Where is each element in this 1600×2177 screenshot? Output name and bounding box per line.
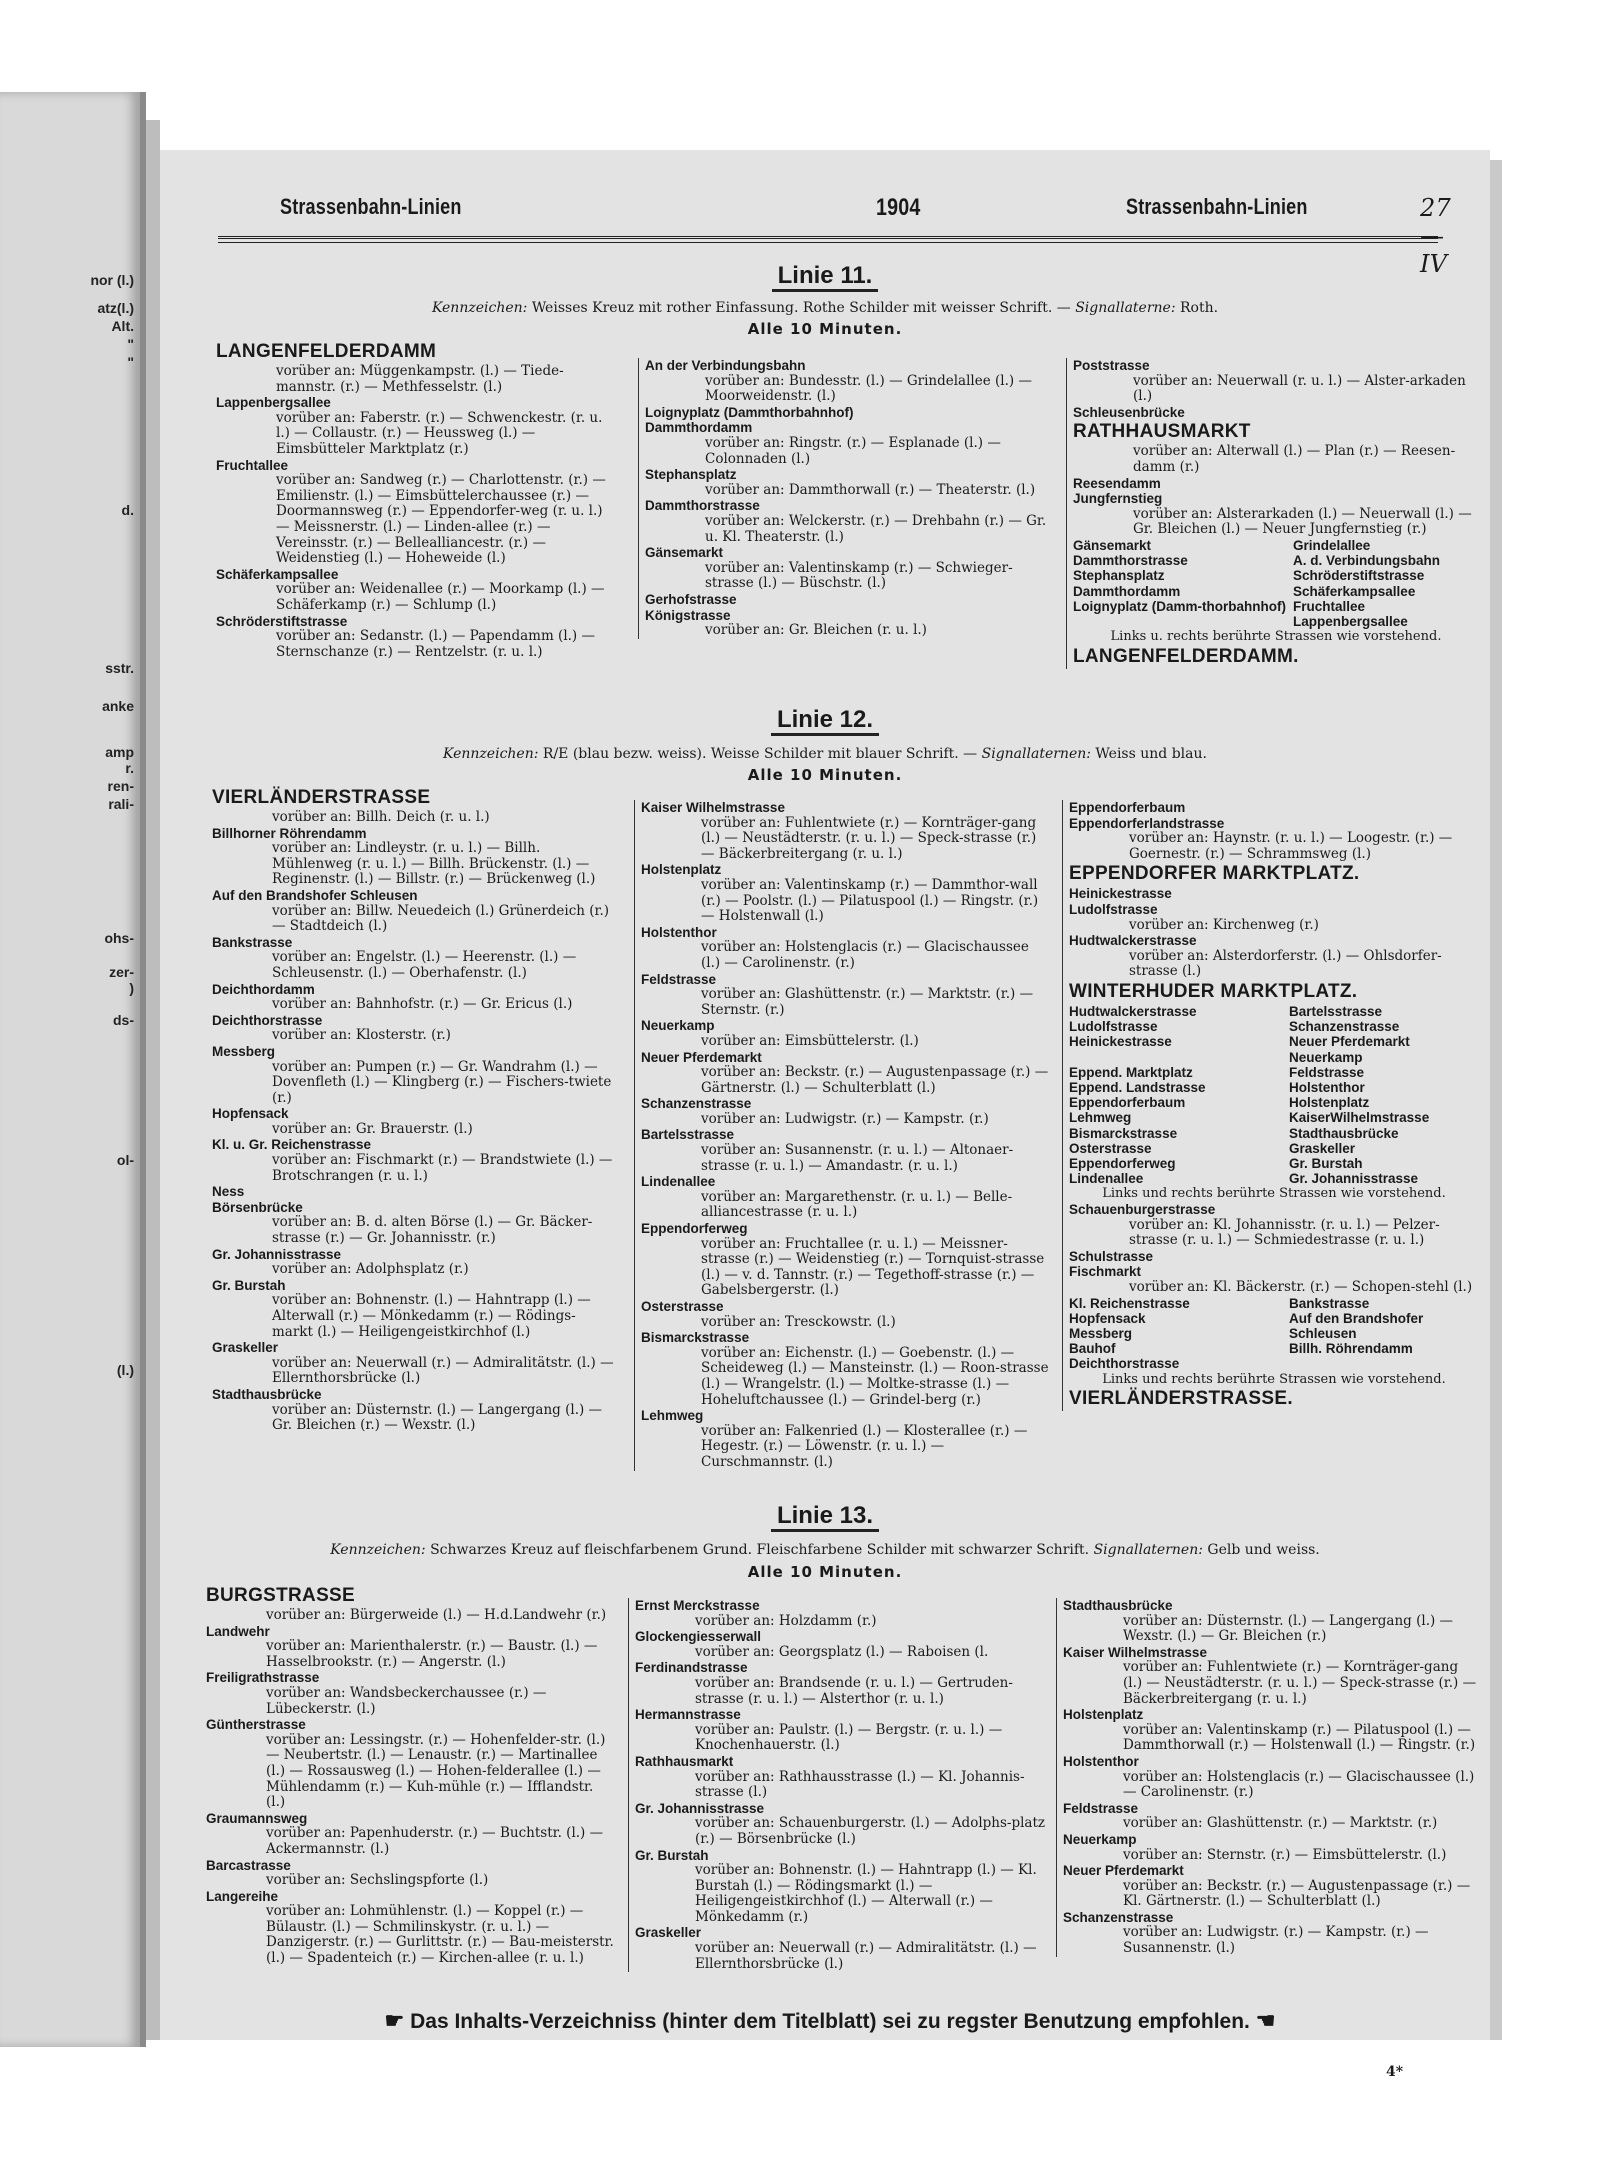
facing-page-text-fragment: amp xyxy=(105,744,134,760)
stop-name: Dammthordamm xyxy=(645,420,753,436)
return-stop-name: Lehmweg xyxy=(1069,1110,1132,1126)
via-streets: vorüber an: Sandweg (r.) — Charlottenstr. (r.) — Emilienstr. (l.) — Eimsbüttelerchaussee (r.) — Doormannsweg (r.) — Eppendorfer-weg (r. u. l.) — Meissnerstr. (l.) — Linden-allee (r.) — Vereinsstr. (r.) — Bellealliancestr. (r.) — Weidenstieg (l.) — Hoheweide (l.) xyxy=(276,472,606,567)
stop-name: Neuerkamp xyxy=(1063,1831,1137,1847)
stop-name: Dammthorstrasse xyxy=(645,498,760,514)
stop-name: Holstenthor xyxy=(641,924,717,940)
stop-name: Lappenbergsallee xyxy=(216,395,331,411)
stop-name: Ness xyxy=(212,1184,245,1200)
via-streets: vorüber an: Alsterarkaden (l.) — Neuerwall (l.) — Gr. Bleichen (l.) — Neuer Jungfernstieg (r.) xyxy=(1133,505,1472,538)
header-left-title: Strassenbahn-Linien xyxy=(280,194,462,219)
facing-page-text-fragment: ohs- xyxy=(104,930,134,946)
return-stop-name: Neuerkamp xyxy=(1289,1049,1363,1065)
stop-name: LANGENFELDERDAMM xyxy=(216,341,437,362)
return-stop-name: Gänsemarkt xyxy=(1073,537,1152,553)
via-streets: vorüber an: Sechslingspforte (l.) xyxy=(266,1872,489,1889)
stop-name: Schäferkampsallee xyxy=(216,566,339,582)
via-streets: vorüber an: Ludwigstr. (r.) — Kampstr. (r.) xyxy=(701,1110,989,1127)
via-streets: vorüber an: Klosterstr. (r.) xyxy=(272,1027,451,1044)
via-streets: vorüber an: Paulstr. (l.) — Bergstr. (r. u. l.) — Knochenhauerstr. (l.) xyxy=(695,1721,1003,1754)
stop-name: Langereihe xyxy=(206,1888,279,1904)
via-streets: vorüber an: Valentinskamp (r.) — Pilatuspool (l.) — Dammthorwall (r.) — Holstenwall (l.) — Ringstr. (r.) xyxy=(1123,1721,1476,1754)
facing-page-text-fragment: " xyxy=(127,336,134,352)
book-gutter xyxy=(146,120,160,2040)
linie-12-column-3-stops-b xyxy=(1069,1202,1479,1296)
linie-11-column-3 xyxy=(1066,358,1479,669)
linie-12-interval: Alle 10 Minuten. xyxy=(747,766,903,784)
return-stop-name: Auf den Brandshofer xyxy=(1289,1310,1424,1326)
facing-page-text-fragment: Alt. xyxy=(111,318,134,334)
via-streets: vorüber an: Papenhuderstr. (r.) — Buchtstr. (l.) — Ackermannstr. (l.) xyxy=(266,1825,604,1857)
via-streets: vorüber an: Margarethenstr. (r. u. l.) — Belle-alliancestrasse (r. u. l.) xyxy=(701,1188,1013,1221)
via-streets: vorüber an: Alsterdorferstr. (l.) — Ohlsdorfer-strasse (l.) xyxy=(1129,947,1442,980)
stop-name: Holstenthor xyxy=(1063,1753,1139,1769)
facing-page-text-fragment: anke xyxy=(102,698,134,714)
facing-page-text-fragment: (l.) xyxy=(116,1362,134,1378)
return-stop-name: Lindenallee xyxy=(1069,1171,1144,1187)
via-streets: vorüber an: Kirchenweg (r.) xyxy=(1129,916,1319,933)
via-streets: vorüber an: Fuhlentwiete (r.) — Kornträger-gang (l.) — Neustädterstr. (r. u. l.) — Speck-strasse (r.) — Bäckerbreitergang (r. u. l.) xyxy=(701,814,1037,862)
stop-name: EPPENDORFER MARKTPLATZ. xyxy=(1069,863,1360,885)
return-stop-name xyxy=(1289,1356,1479,1371)
stop-name: Hermannstrasse xyxy=(635,1707,741,1723)
via-streets: vorüber an: Billh. Deich (r. u. l.) xyxy=(272,809,490,825)
via-streets: vorüber an: Neuerwall (r.) — Admiralitätstr. (l.) — Ellernthorsbrücke (l.) xyxy=(695,1940,1037,1972)
return-stop-name xyxy=(1069,1050,1289,1065)
via-streets: vorüber an: Lindleystr. (r. u. l.) — Billh. Mühlenweg (r. u. l.) — Billh. Brückenstr. (l.) — Reginenstr. (l.) — Billstr. (r.) — Brückenweg (l.) xyxy=(272,840,596,888)
via-streets: vorüber an: Ringstr. (r.) — Esplanade (l.) — Colonnaden (l.) xyxy=(705,434,1001,467)
via-streets: vorüber an: Susannenstr. (r. u. l.) — Altonaer-strasse (r. u. l.) — Amandastr. (r. u. l.) xyxy=(701,1142,1014,1174)
stop-name: Gr. Johannisstrasse xyxy=(212,1246,342,1262)
via-streets: vorüber an: Sedanstr. (l.) — Papendamm (l.) — Sternschanze (r.) — Rentzelstr. (r. u. l.) xyxy=(276,628,595,660)
linie-11-interval: Alle 10 Minuten. xyxy=(747,320,903,338)
return-stop-name: Fruchtallee xyxy=(1293,598,1366,614)
via-streets: vorüber an: Düsternstr. (l.) — Langergang (l.) — Gr. Bleichen (r.) — Wexstr. (l.) xyxy=(272,1401,603,1434)
return-stop-name: Holstenplatz xyxy=(1289,1095,1370,1111)
facing-page-text-fragment: " xyxy=(127,354,134,370)
facing-page-text-fragment: atz(l.) xyxy=(97,300,134,316)
via-streets: vorüber an: Bahnhofstr. (r.) — Gr. Ericus (l.) xyxy=(272,996,573,1013)
linie-13-interval: Alle 10 Minuten. xyxy=(747,1563,903,1581)
stop-name: Gr. Burstah xyxy=(212,1277,286,1293)
via-streets: vorüber an: Adolphsplatz (r.) xyxy=(272,1261,469,1278)
stop-name: Güntherstrasse xyxy=(206,1717,306,1733)
return-stop-name: Gr. Burstah xyxy=(1289,1155,1363,1171)
stop-name: Holstenplatz xyxy=(1063,1707,1144,1723)
scan-margin-top xyxy=(0,0,1600,92)
return-stop-name: A. d. Verbindungsbahn xyxy=(1293,553,1441,569)
return-stop-name: Holstenthor xyxy=(1289,1079,1365,1095)
return-stop-name: Billh. Röhrendamm xyxy=(1289,1341,1413,1357)
facing-page-text-fragment: zer- xyxy=(109,964,134,980)
via-streets: vorüber an: Kl. Johannisstr. (r. u. l.) — Pelzer-strasse (r. u. l.) — Schmiedestrasse (r. u. l.) xyxy=(1129,1216,1440,1249)
stop-name: Kaiser Wilhelmstrasse xyxy=(1063,1644,1207,1660)
linie-12-column-1 xyxy=(212,786,616,1434)
via-streets: vorüber an: Bohnenstr. (l.) — Hahntrapp (l.) — Kl. Burstah (l.) — Rödingsmarkt (l.) — Heiligengeistkirchhof (l.) — Alterwall (r.) — Mönkedamm (r.) xyxy=(695,1862,1037,1925)
via-streets: vorüber an: Falkenried (l.) — Klosterallee (r.) — Hegestr. (r.) — Löwenstr. (r. u. l.) — Curschmannstr. (l.) xyxy=(701,1422,1028,1470)
stop-name: Heinickestrasse xyxy=(1069,886,1172,902)
stop-name: Barcastrasse xyxy=(206,1857,291,1873)
stop-name: Reesendamm xyxy=(1073,475,1161,491)
return-stop-name: Messberg xyxy=(1069,1325,1133,1341)
stop-name: Freiligrathstrasse xyxy=(206,1670,320,1686)
return-stop-name: Graskeller xyxy=(1289,1140,1356,1156)
return-stop-name xyxy=(1073,614,1293,629)
return-stop-name: Neuer Pferdemarkt xyxy=(1289,1034,1410,1050)
via-streets: vorüber an: Düsternstr. (l.) — Langergang (l.) — Wexstr. (l.) — Gr. Bleichen (r.) xyxy=(1123,1612,1454,1645)
stop-name: BURGSTRASSE xyxy=(206,1585,355,1606)
linie-13-column-3 xyxy=(1056,1598,1479,1957)
via-streets: vorüber an: Schauenburgerstr. (l.) — Adolphs-platz (r.) — Börsenbrücke (l.) xyxy=(695,1815,1046,1847)
facing-page-text-fragment: ren- xyxy=(107,778,134,794)
via-streets: vorüber an: Gr. Bleichen (r. u. l.) xyxy=(705,622,927,639)
stop-name: Schröderstiftstrasse xyxy=(216,613,348,629)
stop-name: Kl. u. Gr. Reichenstrasse xyxy=(212,1137,372,1153)
via-streets: vorüber an: Beckstr. (r.) — Augustenpassage (r.) — Gärtnerstr. (l.) — Schulterblatt (l.) xyxy=(701,1064,1049,1096)
stop-name: Deichthorstrasse xyxy=(212,1012,323,1028)
via-streets: vorüber an: Georgsplatz (l.) — Raboisen (l. xyxy=(695,1643,989,1660)
linie-13-column-2 xyxy=(628,1598,1053,1972)
linie-12-return-note-1: Links und rechts berührte Strassen wie vorstehend. xyxy=(1102,1186,1446,1202)
via-streets: vorüber an: Pumpen (r.) — Gr. Wandrahm (l.) — Dovenfleth (l.) — Klingberg (r.) — Fischers-twiete (r.) xyxy=(272,1058,612,1106)
via-streets: vorüber an: Haynstr. (r. u. l.) — Loogestr. (r.) — Goernestr. (r.) — Schrammsweg (l.) xyxy=(1129,830,1453,862)
stop-name: Gr. Johannisstrasse xyxy=(635,1800,765,1816)
return-stop-name: Stephansplatz xyxy=(1073,568,1165,584)
facing-page-text-fragment: ds- xyxy=(113,1012,134,1028)
facing-page-text-fragment: d. xyxy=(121,502,134,518)
via-streets: vorüber an: Wandsbeckerchaussee (r.) — Lübeckerstr. (l.) xyxy=(266,1684,547,1717)
stop-name: Fruchtallee xyxy=(216,457,289,473)
stop-name: Auf den Brandshofer Schleusen xyxy=(212,887,418,903)
stop-name: Schauenburgerstrasse xyxy=(1069,1201,1216,1217)
stop-name: Ferdinandstrasse xyxy=(635,1660,748,1676)
document-page xyxy=(160,150,1490,2080)
return-stop-name: Schleusen xyxy=(1289,1325,1357,1341)
linie-12-return-stops-2 xyxy=(1069,1296,1479,1372)
linie-13-title: Linie 13. xyxy=(160,1502,1490,1530)
stop-name: Messberg xyxy=(212,1043,276,1059)
stop-name: Landwehr xyxy=(206,1623,270,1639)
pointing-hand-right-icon: ☛ xyxy=(384,2008,405,2033)
stop-name: Rathhausmarkt xyxy=(635,1753,734,1769)
return-stop-name: Kl. Reichenstrasse xyxy=(1069,1295,1190,1311)
stop-name: Hopfensack xyxy=(212,1106,289,1122)
stop-name: Ernst Merckstrasse xyxy=(635,1598,760,1613)
return-stop-name: Stadthausbrücke xyxy=(1289,1125,1399,1141)
via-streets: vorüber an: Ludwigstr. (r.) — Kampstr. (r.) — Susannenstr. (l.) xyxy=(1123,1924,1429,1957)
stop-name: Eppendorferlandstrasse xyxy=(1069,815,1225,831)
stop-name: Stadthausbrücke xyxy=(212,1386,322,1402)
return-stop-name: Deichthorstrasse xyxy=(1069,1356,1180,1372)
return-stop-name: Bankstrasse xyxy=(1289,1295,1370,1311)
return-stop-name: Eppend. Marktplatz xyxy=(1069,1064,1193,1080)
via-streets: vorüber an: Holstenglacis (r.) — Glacischaussee (l.) — Carolinenstr. (r.) xyxy=(1123,1768,1475,1801)
header-right-title: Strassenbahn-Linien xyxy=(1126,194,1308,219)
via-streets: vorüber an: Valentinskamp (r.) — Dammthor-wall (r.) — Poolstr. (l.) — Pilatuspool (l.) — Ringstr. (r.) — Holstenwall (l.) xyxy=(701,876,1039,925)
via-streets: vorüber an: Eimsbüttelerstr. (l.) xyxy=(701,1032,919,1049)
stop-name: Schanzenstrasse xyxy=(1063,1909,1174,1925)
return-stop-name: Grindelallee xyxy=(1293,537,1371,553)
return-stop-name: Bauhof xyxy=(1069,1341,1116,1357)
linie-11-title: Linie 11. xyxy=(160,262,1490,290)
via-streets: vorüber an: Bundesstr. (l.) — Grindelallee (l.) — Moorweidenstr. (l.) xyxy=(705,372,1032,405)
return-stop-name: Loignyplatz (Damm-thorbahnhof) xyxy=(1073,598,1286,614)
stop-name: Schleusenbrücke xyxy=(1073,404,1185,420)
return-stop-name: Schanzenstrasse xyxy=(1289,1019,1400,1035)
stop-name: Schulstrasse xyxy=(1069,1248,1154,1264)
stop-name: Loignyplatz (Dammthorbahnhof) xyxy=(645,404,854,420)
return-stop-name: Eppendorferweg xyxy=(1069,1155,1176,1171)
return-stop-name: Hudtwalckerstrasse xyxy=(1069,1003,1197,1019)
stop-name: Lindenallee xyxy=(641,1174,716,1190)
stop-name: Glockengiesserwall xyxy=(635,1629,762,1645)
linie-12-title: Linie 12. xyxy=(160,706,1490,734)
via-streets: vorüber an: Neuerwall (r.) — Admiralitätstr. (l.) — Ellernthorsbrücke (l.) xyxy=(272,1354,614,1387)
page-right-edge xyxy=(1490,160,1502,2040)
facing-page-edge xyxy=(0,92,146,2047)
stop-name: Eppendorferweg xyxy=(641,1221,748,1237)
via-streets: vorüber an: Lohmühlenstr. (l.) — Koppel (r.) — Bülaustr. (l.) — Schmilinskystr. (r. u. l.) — Danzigerstr. (r.) — Gurlittstr. (r.) — Bau-meisterstr. (l.) — Spadenteich (r.) — Kirchen-allee (r. u. l.) xyxy=(266,1903,614,1967)
return-stop-name: Eppendorferbaum xyxy=(1069,1095,1186,1111)
stop-name: Bankstrasse xyxy=(212,934,293,950)
return-stop-name: Dammthordamm xyxy=(1073,583,1181,599)
via-streets: vorüber an: Tresckowstr. (l.) xyxy=(701,1313,896,1330)
via-streets: vorüber an: Sternstr. (r.) — Eimsbüttelerstr. (l.) xyxy=(1123,1846,1447,1863)
via-streets: vorüber an: Dammthorwall (r.) — Theaterstr. (l.) xyxy=(705,481,1036,498)
via-streets: vorüber an: Bohnenstr. (l.) — Hahntrapp (l.) — Alterwall (r.) — Mönkedamm (r.) — Rödings-markt (l.) — Heiligengeistkirchhof (l.) xyxy=(272,1292,591,1340)
facing-page-text-fragment: ol- xyxy=(116,1152,134,1168)
via-streets: vorüber an: B. d. alten Börse (l.) — Gr. Bäcker-strasse (r.) — Gr. Johannisstr. (r.) xyxy=(272,1214,593,1247)
return-stop-name: Hopfensack xyxy=(1069,1310,1146,1326)
via-streets: vorüber an: Beckstr. (r.) — Augustenpassage (r.) — Kl. Gärtnerstr. (l.) — Schulterblatt (l.) xyxy=(1123,1877,1471,1910)
stop-name: Bartelsstrasse xyxy=(641,1127,735,1143)
stop-name: Gr. Burstah xyxy=(635,1847,709,1863)
via-streets: vorüber an: Valentinskamp (r.) — Schwieger-strasse (l.) — Büschstr. (l.) xyxy=(705,559,1013,592)
return-stop-name: KaiserWilhelmstrasse xyxy=(1289,1110,1430,1126)
via-streets: vorüber an: Alterwall (l.) — Plan (r.) — Reesen-damm (r.) xyxy=(1133,443,1456,475)
linie-11-return-stops xyxy=(1073,538,1479,629)
return-stop-name: Eppend. Landstrasse xyxy=(1069,1079,1206,1095)
via-streets: vorüber an: Glashüttenstr. (r.) — Marktstr. (r.) xyxy=(1123,1815,1438,1832)
via-streets: vorüber an: Holzdamm (r.) xyxy=(695,1612,877,1629)
stop-name: An der Verbindungsbahn xyxy=(645,358,806,373)
stop-name: Billhorner Röhrendamm xyxy=(212,825,367,841)
via-streets: vorüber an: Faberstr. (r.) — Schwenckestr. (r. u. l.) — Collaustr. (r.) — Heussweg (l.) — Eimsbütteler Marktplatz (r.) xyxy=(276,409,603,457)
header-rule xyxy=(218,236,1438,243)
stop-name: Neuer Pferdemarkt xyxy=(1063,1863,1184,1879)
return-stop-name: Schröderstiftstrasse xyxy=(1293,568,1425,584)
return-stop-name: Osterstrasse xyxy=(1069,1140,1152,1156)
stop-name: Stadthausbrücke xyxy=(1063,1598,1173,1613)
via-streets: vorüber an: Weidenallee (r.) — Moorkamp (l.) — Schäferkamp (r.) — Schlump (l.) xyxy=(276,581,605,613)
pointing-hand-left-icon: ☚ xyxy=(1255,2008,1276,2033)
stop-name: Graskeller xyxy=(635,1925,702,1941)
facing-page-text-fragment: ) xyxy=(129,980,134,996)
linie-11-column-2 xyxy=(638,358,1047,639)
via-streets: vorüber an: Brandsende (r. u. l.) — Gertruden-strasse (r. u. l.) — Alsterthor (r. u. l.) xyxy=(695,1674,1013,1707)
via-streets: vorüber an: Neuerwall (r. u. l.) — Alster-arkaden (l.) xyxy=(1133,372,1466,405)
linie-12-column-3 xyxy=(1062,800,1479,1411)
facing-page-text-fragment: sstr. xyxy=(105,660,134,676)
facing-page-text-fragment: nor (l.) xyxy=(90,272,134,288)
signature-mark: 4* xyxy=(1386,2064,1404,2080)
via-streets: vorüber an: Rathhausstrasse (l.) — Kl. Johannis-strasse (l.) xyxy=(695,1768,1025,1801)
stop-name: Hudtwalckerstrasse xyxy=(1069,933,1197,949)
linie-13-column-1 xyxy=(206,1584,616,1967)
linie-12-column-2 xyxy=(634,800,1051,1471)
linie-12-return-stops-1 xyxy=(1069,1004,1479,1186)
stop-name: Osterstrasse xyxy=(641,1299,724,1314)
linie-11-column-1 xyxy=(216,340,612,660)
stop-name: Feldstrasse xyxy=(641,971,717,987)
via-streets: vorüber an: Eichenstr. (l.) — Goebenstr. (l.) — Scheideweg (l.) — Mansteinstr. (l.) — Roon-strasse (l.) — Wrangelstr. (l.) — Moltke-strasse (l.) — Hoheluftchaussee (l.) — Grindel-berg (r.) xyxy=(701,1344,1049,1408)
stop-name: Deichthordamm xyxy=(212,981,315,997)
linie-12-column-3-stops xyxy=(1069,800,1479,1004)
header-page-number: 27—IV xyxy=(1420,194,1451,278)
linie-11-return-note: Links u. rechts berührte Strassen wie vorstehend. xyxy=(1110,629,1442,645)
facing-page-text-fragment: rali- xyxy=(108,796,134,812)
footer-text: Das Inhalts-Verzeichniss (hinter dem Titelblatt) sei zu regster Benutzung empfohlen. xyxy=(410,2010,1250,2033)
linie-12-kennzeichen: Kennzeichen: R/E (blau bezw. weiss). Weisse Schilder mit blauer Schrift. — Signallaternen: Weiss und blau. xyxy=(443,746,1207,762)
header-year: 1904 xyxy=(876,194,921,221)
linie-11-kennzeichen: Kennzeichen: Weisses Kreuz mit rother Einfassung. Rothe Schilder mit weisser Schrift. — Signallaterne: Roth. xyxy=(431,300,1219,316)
stop-name: Bismarckstrasse xyxy=(641,1330,750,1346)
via-streets: vorüber an: Holstenglacis (r.) — Glacischaussee (l.) — Carolinenstr. (r.) xyxy=(701,939,1029,971)
linie-12-terminus: VIERLÄNDERSTRASSE. xyxy=(1069,1388,1293,1410)
via-streets: vorüber an: Marienthalerstr. (r.) — Baustr. (l.) — Hasselbrookstr. (r.) — Angerstr. (l.) xyxy=(266,1638,598,1670)
return-stop-name: Heinickestrasse xyxy=(1069,1034,1172,1050)
stop-name: Eppendorferbaum xyxy=(1069,800,1186,815)
return-stop-name: Ludolfstrasse xyxy=(1069,1019,1158,1035)
stop-name: Gerhofstrasse xyxy=(645,591,737,607)
stop-name: Stephansplatz xyxy=(645,467,737,483)
via-streets: vorüber an: Müggenkampstr. (l.) — Tiede-mannstr. (r.) — Methfesselstr. (l.) xyxy=(276,363,564,395)
stop-name: WINTERHUDER MARKTPLATZ. xyxy=(1069,980,1358,1002)
return-stop-name: Dammthorstrasse xyxy=(1073,553,1188,569)
stop-name: Ludolfstrasse xyxy=(1069,901,1158,917)
stop-name: Lehmweg xyxy=(641,1408,704,1424)
via-streets: vorüber an: Welckerstr. (r.) — Drehbahn (r.) — Gr. u. Kl. Theaterstr. (l.) xyxy=(705,512,1047,545)
stop-name: Fischmarkt xyxy=(1069,1264,1142,1280)
linie-11-column-3-stops xyxy=(1073,358,1479,538)
return-stop-name: Lappenbergsallee xyxy=(1293,613,1408,629)
stop-name: Schanzenstrasse xyxy=(641,1096,752,1112)
return-stop-name: Bismarckstrasse xyxy=(1069,1125,1178,1141)
stop-name: Kaiser Wilhelmstrasse xyxy=(641,800,785,815)
linie-11-terminus: LANGENFELDERDAMM. xyxy=(1073,645,1299,667)
stop-name: Poststrasse xyxy=(1073,358,1150,373)
stop-name: VIERLÄNDERSTRASSE xyxy=(212,787,431,808)
stop-name: Graumannsweg xyxy=(206,1810,308,1826)
stop-name: Feldstrasse xyxy=(1063,1800,1139,1816)
stop-name: Börsenbrücke xyxy=(212,1199,303,1215)
facing-page-text-fragment: r. xyxy=(125,760,134,776)
linie-12-return-note-2: Links und rechts berührte Strassen wie vorstehend. xyxy=(1102,1371,1446,1387)
stop-name: Neuerkamp xyxy=(641,1018,715,1034)
via-streets: vorüber an: Fischmarkt (r.) — Brandstwiete (l.) — Brotschrangen (r. u. l.) xyxy=(272,1152,613,1184)
stop-name: Neuer Pferdemarkt xyxy=(641,1049,762,1065)
via-streets: vorüber an: Engelstr. (l.) — Heerenstr. (l.) — Schleusenstr. (l.) — Oberhafenstr. (l.) xyxy=(272,949,577,981)
stop-name: Jungfernstieg xyxy=(1073,491,1163,507)
via-streets: vorüber an: Bürgerweide (l.) — H.d.Landwehr (r.) xyxy=(266,1607,607,1623)
stop-name: Königstrasse xyxy=(645,607,731,623)
stop-name: Gänsemarkt xyxy=(645,545,724,561)
return-stop-name: Schäferkampsallee xyxy=(1293,583,1416,599)
via-streets: vorüber an: Gr. Brauerstr. (l.) xyxy=(272,1120,473,1137)
via-streets: vorüber an: Fuhlentwiete (r.) — Kornträger-gang (l.) — Neustädterstr. (r. u. l.) — Speck-strasse (r.) — Bäckerbreitergang (r. u. l.) xyxy=(1123,1659,1477,1707)
via-streets: vorüber an: Glashüttenstr. (r.) — Marktstr. (r.) — Sternstr. (r.) xyxy=(701,986,1034,1018)
stop-name: Holstenplatz xyxy=(641,862,722,878)
stop-name: RATHHAUSMARKT xyxy=(1073,421,1251,443)
return-stop-name: Bartelsstrasse xyxy=(1289,1003,1383,1019)
return-stop-name: Feldstrasse xyxy=(1289,1064,1365,1080)
footer-notice xyxy=(220,2008,1440,2034)
via-streets: vorüber an: Fruchtallee (r. u. l.) — Meissner-strasse (r.) — Weidenstieg (r.) — Tornquist-strasse (l.) — v. d. Tannstr. (r.) — Tegethoff-strasse (r.) — Gabelsbergerstr. (l.) xyxy=(701,1235,1045,1299)
linie-13-kennzeichen: Kennzeichen: Schwarzes Kreuz auf fleischfarbenem Grund. Fleischfarbene Schilder mit schwarzer Schrift. Signallaternen: Gelb und weiss. xyxy=(330,1542,1320,1558)
via-streets: vorüber an: Kl. Bäckerstr. (r.) — Schopen-stehl (l.) xyxy=(1129,1278,1473,1295)
return-stop-name: Gr. Johannisstrasse xyxy=(1289,1171,1419,1187)
via-streets: vorüber an: Lessingstr. (r.) — Hohenfelder-str. (l.) — Neubertstr. (l.) — Lenaustr. (r.) — Martinallee (l.) — Rossausweg (l.) — Hohen-felderallee (l.) — Mühlendamm (r.) — Kuh-mühle (r.) — Ifflandstr. (l.) xyxy=(266,1731,606,1811)
stop-name: Graskeller xyxy=(212,1340,279,1356)
via-streets: vorüber an: Billw. Neuedeich (l.) Grünerdeich (r.) — Stadtdeich (l.) xyxy=(272,902,610,935)
